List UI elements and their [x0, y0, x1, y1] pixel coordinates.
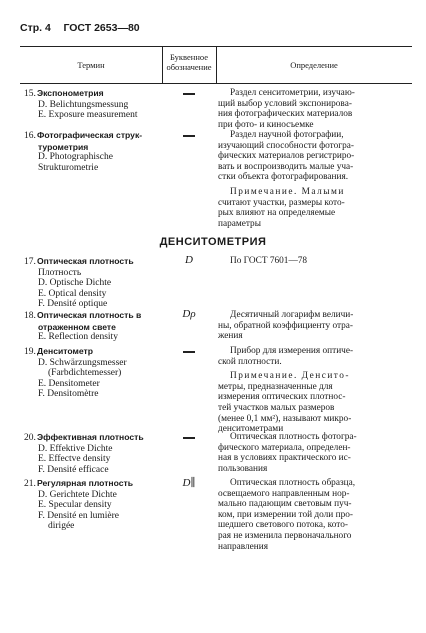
page-header	[20, 22, 140, 34]
term-de-cont: (Farbdichtemesser)	[48, 368, 122, 379]
term-synonym: Плотность	[38, 267, 82, 278]
entry-number: 15.	[24, 89, 36, 99]
term-fr: F. Densitomètre	[38, 389, 99, 400]
term-entry	[24, 310, 164, 343]
term-entry	[24, 432, 164, 475]
section-title: ДЕНСИТОМЕТРИЯ	[159, 236, 267, 248]
term-de: D. Belichtungsmessung	[38, 99, 129, 110]
definition: Раздел научной фотографии, изучающий способности фотогра- фических материалов регистриро- вать и воспроизводить малые уча- стки объекта фотографирования. Примечание. Малыми считают участки, размеры кото- рых влияют на определяемые параметры	[218, 130, 414, 229]
term-ru: Фотографическая струк-	[37, 130, 143, 140]
code-symbol: Dρ	[182, 308, 196, 320]
code-dash	[162, 346, 216, 358]
term-de: D. Schwärzungsmesser	[38, 357, 127, 368]
term-fr: F. Densité efficace	[38, 464, 109, 475]
term-en: E. Optical density	[38, 288, 107, 299]
term-ru-cont: отраженном свете	[38, 321, 116, 332]
term-entry	[24, 256, 164, 310]
term-ru: Денситометр	[37, 346, 93, 356]
term-ru: Регулярная плотность	[37, 478, 134, 488]
term-de-cont: Strukturometrie	[38, 162, 99, 173]
term-ru: Оптическая плотность в	[37, 310, 142, 320]
code-symbol: D	[185, 254, 193, 266]
column-header-term: Термин	[77, 60, 105, 70]
code-dash	[162, 88, 216, 100]
term-en: E. Effectve density	[38, 454, 111, 465]
term-entry	[24, 478, 164, 532]
term-en: E. Specular density	[38, 500, 112, 511]
term-fr-cont: dirigée	[48, 521, 75, 532]
entry-number: 20.	[24, 433, 36, 443]
term-ru: Оптическая плотность	[37, 256, 134, 266]
column-header-code: Буквенное обозначение	[166, 52, 212, 72]
column-header-definition: Определение	[290, 60, 338, 70]
term-de: D. Optische Dichte	[38, 278, 112, 289]
table-header-rule	[20, 83, 412, 84]
page-number: Стр. 4	[20, 22, 51, 34]
term-ru: Экспонометрия	[37, 88, 104, 98]
code-dash	[162, 432, 216, 444]
term-fr: F. Densité optique	[38, 299, 108, 310]
entry-number: 21.	[24, 479, 36, 489]
term-de: D. Photographische	[38, 152, 113, 163]
term-en: E. Exposure measurement	[38, 110, 138, 121]
term-de: D. Gerichtete Dichte	[38, 489, 117, 500]
entry-number: 17.	[24, 257, 36, 267]
note: Примечание. Малыми	[230, 186, 345, 197]
code-dash	[162, 130, 216, 142]
definition: Десятичный логарифм величи- ны, обратной коэффициенту отра- жения	[218, 310, 354, 342]
definition: Раздел сенситометрии, изучаю- щий выбор условий экспонирова- ния фотографических материалов при фото- и киносъемке	[218, 88, 355, 130]
term-ru: Эффективная плотность	[37, 432, 144, 442]
entry-number: 16.	[24, 131, 36, 141]
definition: Оптическая плотность фотогра- фического материала, определен- ная в условиях практического ис- пользования	[218, 432, 357, 474]
term-entry	[24, 346, 164, 400]
term-entry	[24, 88, 164, 121]
term-en: E. Reflection density	[38, 332, 118, 343]
definition: Оптическая плотность образца, освещаемого направленным нор- мально падающим световым пуч- ком, при измерении той доли про- шедшего светового потока, кото- рая не изменила первоначального направления	[218, 478, 356, 552]
definition: Прибор для измерения оптиче- ской плотности. Примечание. Денсито- метры, предназначенные для измерения оптических плотнос- тей участков малых размеров (менее 0,1 мм²), называют микро- денситометрами	[218, 346, 414, 435]
term-de: D. Effektive Dichte	[38, 443, 113, 454]
entry-number: 19.	[24, 347, 36, 357]
definition: По ГОСТ 7601—78	[230, 256, 308, 266]
term-entry	[24, 130, 164, 173]
note: Примечание. Денсито-	[230, 371, 350, 382]
code-symbol: D∥	[182, 477, 196, 489]
standard-number: ГОСТ 2653—80	[63, 22, 140, 34]
term-en: E. Densitometer	[38, 378, 100, 389]
entry-number: 18.	[24, 311, 36, 321]
term-ru-cont: турометрия	[38, 141, 89, 152]
term-fr: F. Densité en lumière	[38, 510, 120, 521]
